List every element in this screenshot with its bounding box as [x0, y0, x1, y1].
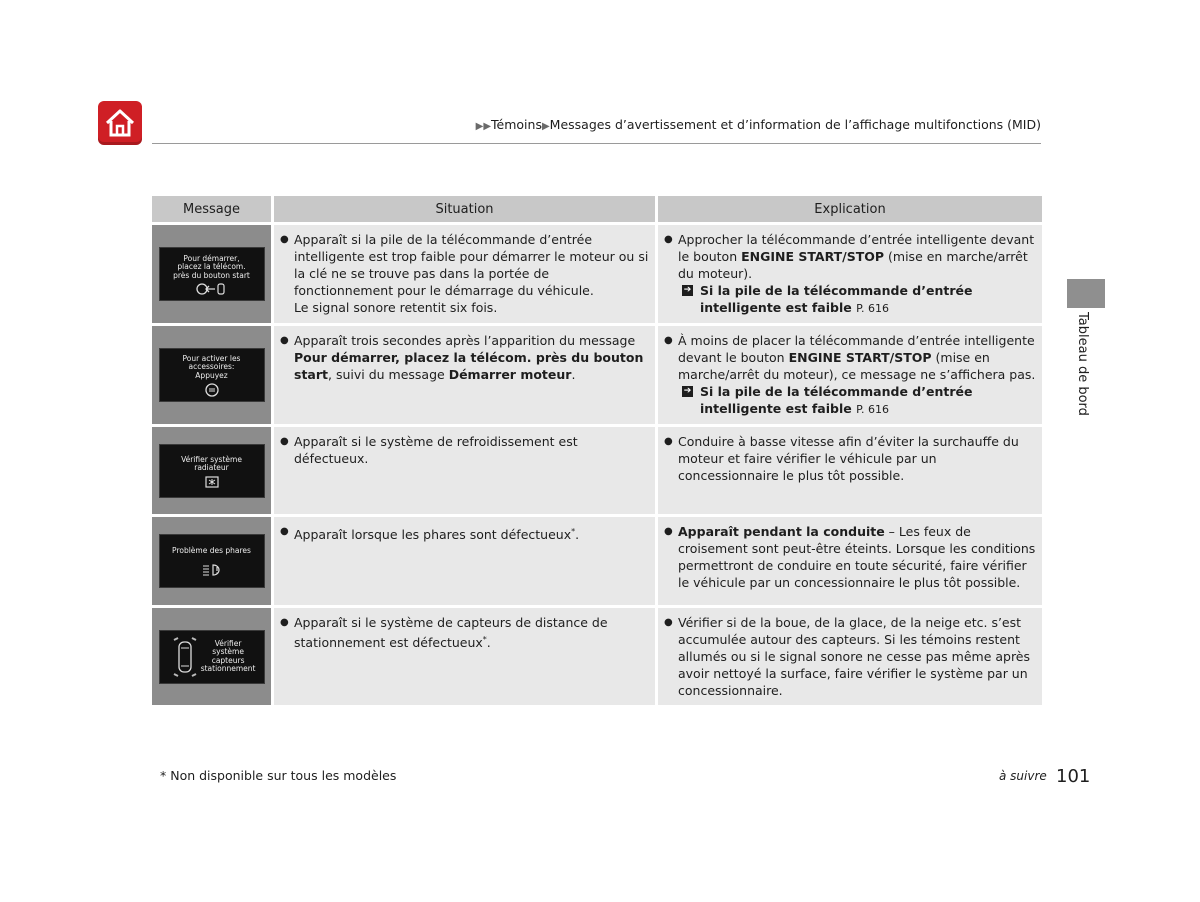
display-text: Vérifier système	[181, 454, 242, 464]
display-text: accessoires:	[188, 362, 235, 372]
explication-cell	[658, 225, 1042, 323]
message-display-cell	[152, 608, 271, 705]
footnote: * Non disponible sur tous les modèles	[160, 768, 397, 783]
display-text: radiateur	[194, 463, 229, 472]
side-tab-label: Tableau de bord	[1075, 312, 1090, 416]
mid-display-screen	[159, 348, 265, 402]
explication-text: Approcher la télécommande d’entrée intelligente devant le bouton	[678, 232, 1035, 264]
cross-reference-link[interactable]	[682, 282, 1036, 317]
reference-page: P. 616	[856, 403, 890, 416]
bullet-icon: ●	[664, 617, 673, 628]
column-header-situation: Situation	[274, 196, 655, 222]
messages-table	[149, 193, 1045, 708]
display-text: Appuyez	[195, 370, 228, 380]
explication-text: – Les feux de croisement sont peut-être éteints. Lorsque les conditions permettront de conduire en toute sécurité, faire vérifier le véhicule par un concessionnaire le plus tôt possible.	[678, 524, 1036, 590]
table-header-row	[152, 196, 1042, 222]
situation-cell	[274, 608, 655, 705]
bullet-icon: ●	[664, 234, 673, 245]
remote-to-button-icon	[195, 283, 229, 295]
display-text: stationnement	[200, 664, 256, 673]
message-display-cell	[152, 427, 271, 514]
page-number: 101	[1056, 766, 1091, 787]
display-text-block	[201, 640, 256, 674]
situation-cell	[274, 427, 655, 514]
reference-page: P. 616	[856, 302, 890, 315]
bullet-icon: ●	[664, 526, 673, 537]
display-text: placez la télécom.	[177, 262, 246, 272]
header-divider	[152, 143, 1041, 144]
explication-cell	[658, 608, 1042, 705]
situation-text: .	[575, 527, 580, 543]
bullet-icon: ●	[664, 436, 673, 447]
situation-cell	[274, 225, 655, 323]
explication-text: À moins de placer la télécommande d’entrée intelligente devant le bouton	[678, 333, 1035, 365]
button-name-text: ENGINE START/STOP	[741, 249, 885, 264]
button-name-text: ENGINE START/STOP	[788, 350, 932, 365]
situation-text: Apparaît si le système de refroidissement est défectueux.	[294, 434, 578, 466]
footnote-marker: *	[571, 527, 576, 536]
condition-text: Apparaît pendant la conduite	[678, 524, 885, 539]
bullet-icon: ●	[280, 234, 289, 245]
message-display-cell	[152, 225, 271, 323]
reference-text: Si la pile de la télécommande d’entrée intelligente est faible	[700, 384, 973, 416]
message-name-text: Pour démarrer, placez la télécom. près du bouton start	[294, 350, 644, 382]
column-header-message: Message	[152, 196, 271, 222]
explication-text: (mise en marche/arrêt du moteur).	[678, 249, 1028, 281]
display-text: Pour démarrer,	[183, 253, 240, 263]
situation-text: Apparaît si la pile de la télécommande d’entrée intelligente est trop faible pour démarrer le moteur ou si la clé ne se trouve pas dans la portée de fonctionnement pour le démarrage du véhicule.	[294, 232, 649, 298]
home-button[interactable]	[98, 101, 142, 145]
mid-display-screen	[159, 444, 265, 498]
bullet-icon: ●	[280, 436, 289, 447]
breadcrumb-arrow-icon: ▶▶	[475, 121, 492, 132]
message-display-cell	[152, 517, 271, 605]
table-row	[152, 427, 1042, 514]
display-text: Pour activer les	[182, 353, 241, 363]
display-text: près du bouton start	[173, 270, 250, 280]
explication-cell	[658, 517, 1042, 605]
breadcrumb	[476, 117, 1041, 132]
mid-display-screen	[159, 630, 265, 684]
bullet-icon: ●	[280, 526, 289, 537]
home-icon	[104, 108, 136, 138]
table-row	[152, 225, 1042, 323]
breadcrumb-page: Messages d’avertissement et d’information de l’affichage multifonctions (MID)	[549, 117, 1041, 132]
display-text: capteurs	[211, 655, 245, 665]
explication-cell	[658, 427, 1042, 514]
situation-text: , suivi du message	[328, 367, 449, 382]
reference-arrow-icon: ➔	[683, 285, 692, 295]
bullet-icon: ●	[280, 335, 289, 346]
table-row	[152, 326, 1042, 424]
situation-text: Apparaît trois secondes après l’apparition du message	[294, 333, 636, 348]
reference-text: Si la pile de la télécommande d’entrée intelligente est faible	[700, 283, 973, 315]
mid-display-screen	[159, 534, 265, 588]
table-row row-parking	[152, 608, 1042, 705]
bullet-icon: ●	[664, 335, 673, 346]
breadcrumb-section[interactable]: Témoins	[491, 117, 542, 132]
situation-text: .	[486, 635, 491, 651]
breadcrumb-arrow-icon: ▶	[541, 121, 550, 132]
display-text: système	[212, 647, 244, 656]
display-text: Problème des phares	[172, 545, 251, 555]
message-name-text: Démarrer moteur	[448, 367, 572, 382]
explication-cell	[658, 326, 1042, 424]
footnote-marker: *	[482, 635, 487, 644]
reference-arrow-icon: ➔	[683, 386, 692, 396]
headlight-warning-icon	[201, 563, 223, 577]
display-text: Vérifier	[214, 638, 242, 648]
situation-text: .	[571, 367, 576, 382]
situation-text: Apparaît lorsque les phares sont défectueux	[294, 527, 572, 543]
table-row	[152, 517, 1042, 605]
start-button-icon	[205, 383, 219, 397]
bullet-icon: ●	[280, 617, 289, 628]
situation-cell	[274, 517, 655, 605]
mid-display-screen	[159, 247, 265, 301]
explication-text: Conduire à basse vitesse afin d’éviter la surchauffe du moteur et faire vérifier le véhicule par un concessionnaire le plus tôt possible.	[678, 434, 1019, 483]
message-display-cell	[152, 326, 271, 424]
side-tab-marker	[1067, 279, 1105, 308]
explication-text: Vérifier si de la boue, de la glace, de la neige etc. s’est accumulée autour des capteurs. Si les témoins restent allumés ou si le signal sonore ne cesse pas même après avoir nettoyé la surface, faire vérifier le système par un concessionnaire.	[678, 615, 1031, 698]
continue-label: à suivre	[999, 769, 1047, 783]
parking-sensor-car-icon	[172, 636, 198, 678]
explication-text: (mise en marche/arrêt du moteur), ce message ne s’affichera pas.	[678, 350, 1036, 382]
situation-text: Apparaît si le système de capteurs de distance de stationnement est défectueux	[294, 615, 608, 651]
column-header-explication: Explication	[658, 196, 1042, 222]
radiator-icon	[205, 476, 219, 488]
situation-cell	[274, 326, 655, 424]
cross-reference-link[interactable]	[682, 383, 1036, 418]
situation-extra-text: Le signal sonore retentit six fois.	[294, 300, 498, 315]
